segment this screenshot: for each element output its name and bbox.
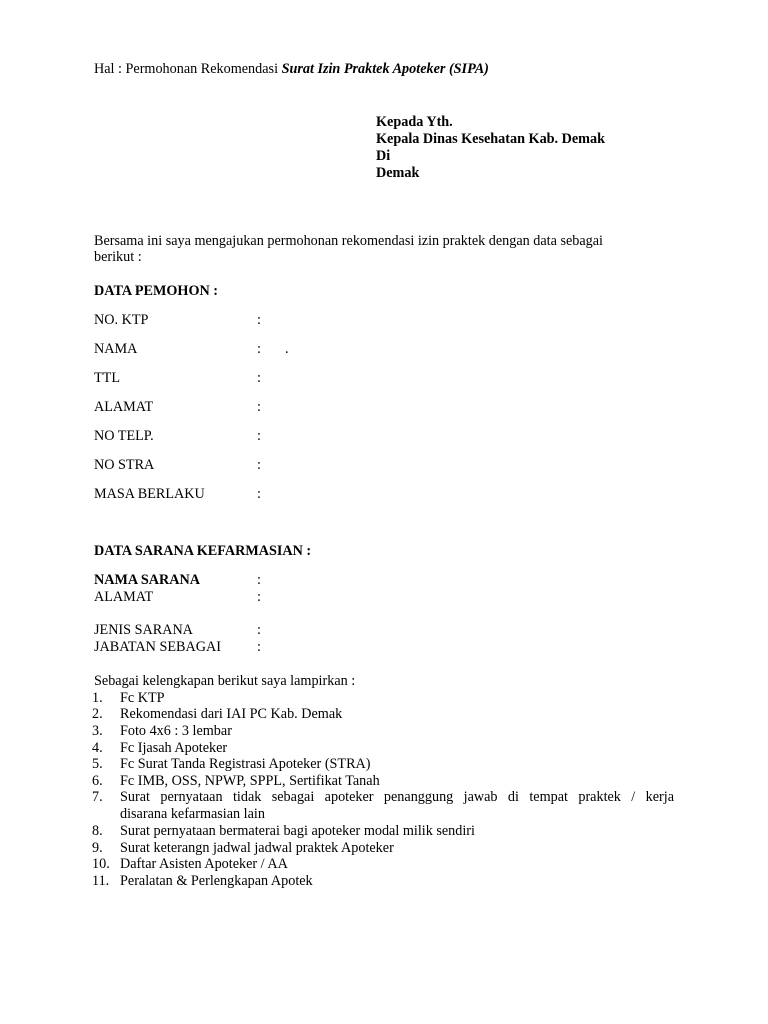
list-number: 2. <box>92 706 103 722</box>
list-text-continued: disarana kefarmasian lain <box>120 806 265 822</box>
field-colon: : <box>257 457 261 473</box>
subject-prefix: Hal : Permohonan Rekomendasi <box>94 61 282 77</box>
field-colon: : <box>257 341 261 357</box>
field-colon: : <box>257 370 261 386</box>
list-text: Foto 4x6 : 3 lembar <box>120 723 232 739</box>
list-text: Peralatan & Perlengkapan Apotek <box>120 873 313 889</box>
recipient-line-2: Kepala Dinas Kesehatan Kab. Demak <box>376 131 605 147</box>
recipient-line-3: Di <box>376 148 391 164</box>
field-colon: : <box>257 589 261 605</box>
field-label: MASA BERLAKU <box>94 486 205 502</box>
list-number: 11. <box>92 873 110 889</box>
attachments-intro: Sebagai kelengkapan berikut saya lampirkan : <box>94 673 356 689</box>
list-text: Fc IMB, OSS, NPWP, SPPL, Sertifikat Tanah <box>120 773 380 789</box>
list-number: 7. <box>92 789 103 805</box>
list-number: 4. <box>92 740 103 756</box>
list-number: 8. <box>92 823 103 839</box>
field-label: NO STRA <box>94 457 155 473</box>
field-colon: : <box>257 572 261 588</box>
intro-line-1: Bersama ini saya mengajukan permohonan rekomendasi izin praktek dengan data sebagai <box>94 233 603 249</box>
field-label: NAMA <box>94 341 138 357</box>
field-label: JABATAN SEBAGAI <box>94 639 221 655</box>
list-number: 5. <box>92 756 103 772</box>
field-label: ALAMAT <box>94 399 154 415</box>
applicant-heading: DATA PEMOHON : <box>94 283 218 299</box>
list-number: 3. <box>92 723 103 739</box>
recipient-line-4: Demak <box>376 165 420 181</box>
subject-emphasis: Surat Izin Praktek Apoteker (SIPA) <box>281 61 489 77</box>
field-label: JENIS SARANA <box>94 622 193 638</box>
list-text: Surat pernyataan bermaterai bagi apoteker modal milik sendiri <box>120 823 475 839</box>
field-label: NO. KTP <box>94 312 149 328</box>
field-label: ALAMAT <box>94 589 154 605</box>
list-number: 9. <box>92 840 103 856</box>
field-colon: : <box>257 639 261 655</box>
list-number: 6. <box>92 773 103 789</box>
list-text: Fc Surat Tanda Registrasi Apoteker (STRA) <box>120 756 371 772</box>
list-text: Surat keterangn jadwal jadwal praktek Apoteker <box>120 840 394 856</box>
intro-line-2: berikut : <box>94 249 142 265</box>
recipient-line-1: Kepada Yth. <box>376 114 453 130</box>
list-text: Fc KTP <box>120 690 165 706</box>
list-number: 10. <box>92 856 110 872</box>
list-text: Rekomendasi dari IAI PC Kab. Demak <box>120 706 343 722</box>
field-colon: : <box>257 622 261 638</box>
field-value-dot: . <box>285 341 289 357</box>
field-colon: : <box>257 312 261 328</box>
list-number: 1. <box>92 690 103 706</box>
field-label: NAMA SARANA <box>94 572 201 588</box>
field-colon: : <box>257 428 261 444</box>
field-label: NO TELP. <box>94 428 154 444</box>
field-label: TTL <box>94 370 120 386</box>
list-text: Daftar Asisten Apoteker / AA <box>120 856 288 872</box>
list-text: Fc Ijasah Apoteker <box>120 740 228 756</box>
facility-heading: DATA SARANA KEFARMASIAN : <box>94 543 312 559</box>
subject-line <box>94 61 489 78</box>
field-colon: : <box>257 399 261 415</box>
list-text: Surat pernyataan tidak sebagai apoteker penanggung jawab di tempat praktek / kerja <box>120 789 674 805</box>
field-colon: : <box>257 486 261 502</box>
